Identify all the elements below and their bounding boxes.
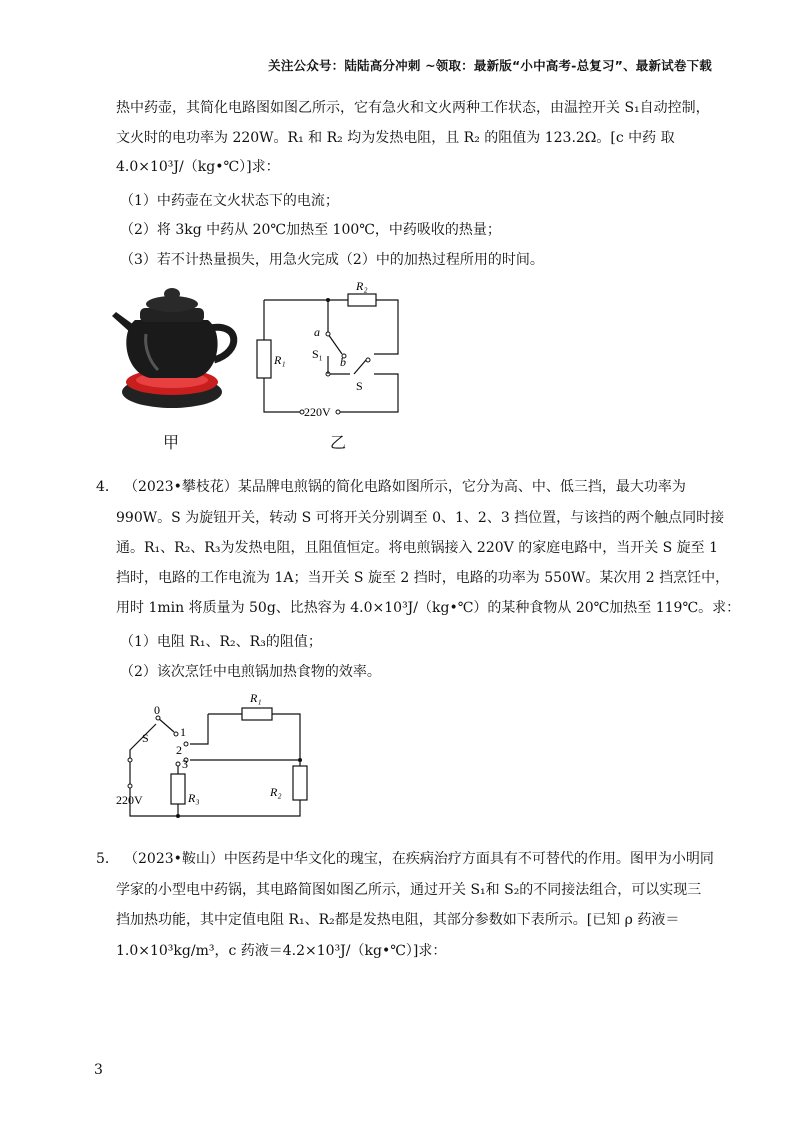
medicine-pot-image xyxy=(110,282,250,414)
circuit-yi-r2 xyxy=(348,294,376,306)
q4-switch-label: S xyxy=(142,731,149,745)
q3-line-1: 热中药壶，其简化电路图如图乙所示，它有急火和文火两种工作状态，由温控开关 S₁自动控制， xyxy=(116,100,710,116)
figure-caption-yi: 乙 xyxy=(330,433,347,452)
circuit-diagram-yi xyxy=(252,280,412,420)
q5-line-4: 1.0×10³kg/m³，c 药液＝4.2×10³J/（kg•℃）]求： xyxy=(116,943,447,959)
page-header: 关注公众号：陆陆高分冲刺 ~领取：最新版“小中高考-总复习”、最新试卷下载 xyxy=(268,58,712,73)
q4-sub-2: （2）该次烹饪中电煎锅加热食物的效率。 xyxy=(120,664,381,680)
circuit-yi-r1 xyxy=(257,340,271,378)
q3-line-2: 文火时的电功率为 220W。R₁ 和 R₂ 均为发热电阻，且 R₂ 的阻值为 123.2Ω。[c 中药 取 xyxy=(116,130,675,146)
q4-r1-label: R₁ xyxy=(250,691,262,705)
q4-line-4: 挡时，电路的工作电流为 1A；当开关 S 旋至 2 挡时，电路的功率为 550W。某次用 2 挡烹饪中， xyxy=(116,570,730,586)
circuit-yi-r1-label: R₁ xyxy=(274,353,286,367)
circuit-yi-s1-label: S₁ xyxy=(312,347,323,361)
circuit-yi-b-label: b xyxy=(340,355,346,369)
circuit-yi-a-label: a xyxy=(314,325,320,339)
q4-circuit-diagram xyxy=(110,688,320,826)
circuit-yi-voltage-label: 220V xyxy=(304,405,331,419)
q4-voltage-label: 220V xyxy=(116,793,143,807)
q4-pos-2-label: 2 xyxy=(176,743,182,757)
q4-line-1: （2023•攀枝花）某品牌电煎锅的简化电路如图所示，它分为高、中、低三挡，最大功率为 xyxy=(124,479,686,495)
q4-number: 4． xyxy=(96,479,119,495)
q4-pos-3-label: 3 xyxy=(182,757,188,771)
circuit-yi-r2-label: R₂ xyxy=(356,280,368,293)
q5-line-3: 挡加热功能，其中定值电阻 R₁、R₂都是发热电阻，其部分参数如下表所示。[已知 ρ 药液＝ xyxy=(116,912,680,928)
q3-line-3: 4.0×10³J/（kg•℃）]求： xyxy=(116,159,280,175)
q5-line-2: 学家的小型电中药锅，其电路简图如图乙所示，通过开关 S₁和 S₂的不同接法组合，可以实现三 xyxy=(116,882,702,898)
circuit-yi-s-label: S xyxy=(356,379,363,393)
q4-line-5: 用时 1min 将质量为 50g、比热容为 4.0×10³J/（kg•℃）的某种食物从 20℃加热至 119℃。求： xyxy=(116,600,741,616)
q4-r2-label: R₂ xyxy=(270,785,282,799)
q4-line-3: 通。R₁、R₂、R₃为发热电阻，且阻值恒定。将电煎锅接入 220V 的家庭电路中，当开关 S 旋至 1 xyxy=(116,540,719,556)
q5-line-1: （2023•鞍山）中医药是中华文化的瑰宝，在疾病治疗方面具有不可替代的作用。图甲为小明同 xyxy=(124,851,714,867)
page-number: 3 xyxy=(94,1062,103,1078)
figure-caption-jia: 甲 xyxy=(163,433,180,452)
q4-circuit-r1 xyxy=(242,708,272,720)
q3-sub-1: （1）中药壶在文火状态下的电流； xyxy=(120,193,339,209)
q4-pos-0-label: 0 xyxy=(154,703,160,717)
q4-pos-1-label: 1 xyxy=(180,725,186,739)
q3-sub-2: （2）将 3kg 中药从 20℃加热至 100℃，中药吸收的热量； xyxy=(120,222,501,238)
q4-circuit-r2 xyxy=(293,766,307,800)
q4-r3-label: R₃ xyxy=(188,791,200,805)
q3-sub-3: （3）若不计热量损失，用急火完成（2）中的加热过程所用的时间。 xyxy=(120,252,544,268)
q5-number: 5． xyxy=(96,851,119,867)
q4-sub-1: （1）电阻 R₁、R₂、R₃的阻值； xyxy=(120,634,322,650)
q4-line-2: 990W。S 为旋钮开关，转动 S 可将开关分别调至 0、1、2、3 挡位置，与该挡的两个触点同时接 xyxy=(116,510,725,526)
q4-circuit-r3 xyxy=(171,774,185,804)
